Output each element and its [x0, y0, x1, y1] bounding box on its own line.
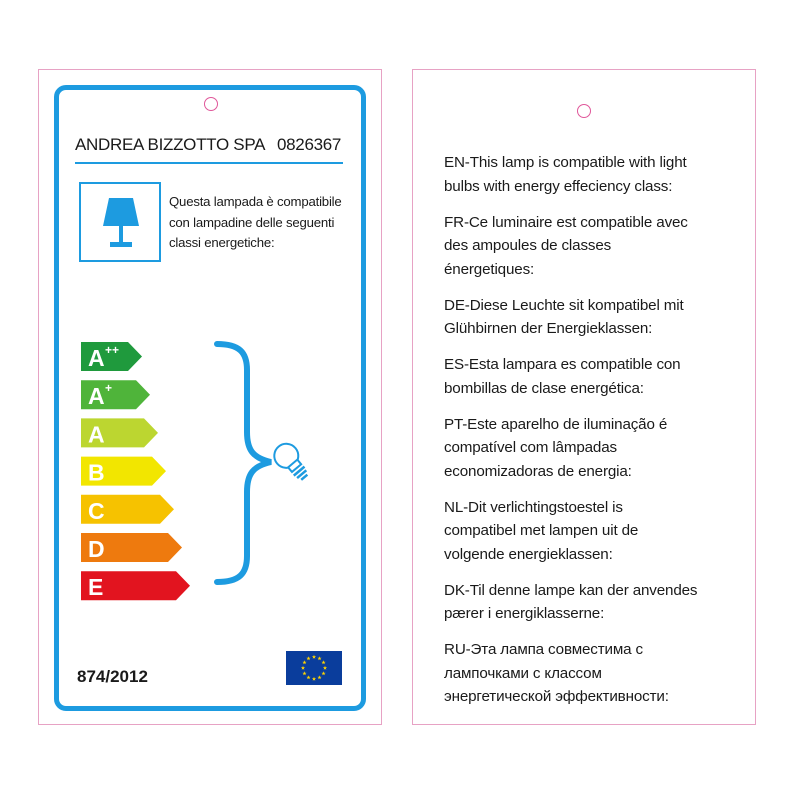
- translation-line: énergetiques:: [444, 260, 535, 278]
- translation-paragraph: [444, 413, 744, 484]
- energy-label-card: [38, 69, 382, 725]
- energy-class-superscript: ++: [105, 343, 120, 357]
- translation-line: DK-Til denne lampe kan der anvendes: [444, 581, 698, 599]
- translation-paragraph: [444, 496, 744, 567]
- translation-line: RU-Эта лампа совместима с: [444, 641, 643, 658]
- translation-line: EN-This lamp is compatible with light: [444, 154, 687, 171]
- translation-paragraph: [444, 579, 744, 626]
- translation-paragraph: [444, 638, 744, 709]
- translations-list: [444, 151, 744, 721]
- company-name: ANDREA BIZZOTTO SPA: [75, 135, 266, 154]
- translation-line: volgende energieklassen:: [444, 545, 613, 563]
- translation-line: энергетической эффективности:: [444, 688, 669, 705]
- energy-class-letter: A: [88, 345, 105, 371]
- energy-class-letter: D: [88, 536, 105, 562]
- eu-flag-icon: [286, 651, 342, 685]
- energy-class-letter: A: [88, 383, 105, 410]
- translation-line: ES-Esta lampara es compatible con: [444, 356, 681, 373]
- translation-line: bombillas de clase energética:: [444, 379, 644, 397]
- regulation-number: 874/2012: [77, 667, 148, 686]
- light-bulb-icon: [39, 70, 383, 726]
- compat-line: con lampadine delle seguenti: [169, 214, 335, 230]
- translation-line: Glühbirnen der Energieklassen:: [444, 320, 653, 337]
- translation-line: лампочками с классом: [444, 664, 602, 682]
- translation-paragraph: [444, 353, 744, 400]
- translation-paragraph: [444, 294, 744, 341]
- energy-class-letter: E: [88, 574, 104, 601]
- translation-line: des ampoules de classes: [444, 237, 612, 254]
- hang-hole: [577, 104, 591, 118]
- translation-line: compatibel met lampen uit de: [444, 522, 639, 539]
- translation-line: bulbs with energy effeciency class:: [444, 177, 673, 195]
- translation-line: DE-Diese Leuchte sit kompatibel mit: [444, 296, 684, 314]
- translation-line: pærer i energiklasserne:: [444, 605, 605, 622]
- energy-class-superscript: +: [105, 381, 113, 396]
- product-code: 0826367: [277, 135, 342, 154]
- translation-line: economizadoras de energia:: [444, 462, 632, 480]
- translation-line: FR-Ce luminaire est compatible avec: [444, 213, 688, 231]
- compat-line: Questa lampada è compatibile: [169, 194, 342, 209]
- translations-card: [412, 69, 756, 725]
- translation-paragraph: [444, 211, 744, 282]
- translation-paragraph: [444, 151, 744, 198]
- translation-line: PT-Este aparelho de iluminação é: [444, 415, 668, 433]
- energy-class-letter: C: [88, 497, 105, 524]
- energy-class-letter: B: [88, 459, 105, 486]
- translation-line: compatível com lâmpadas: [444, 439, 617, 456]
- energy-class-letter: A: [88, 421, 105, 448]
- translation-line: NL-Dit verlichtingstoestel is: [444, 498, 623, 516]
- compat-line: classi energetiche:: [169, 235, 275, 250]
